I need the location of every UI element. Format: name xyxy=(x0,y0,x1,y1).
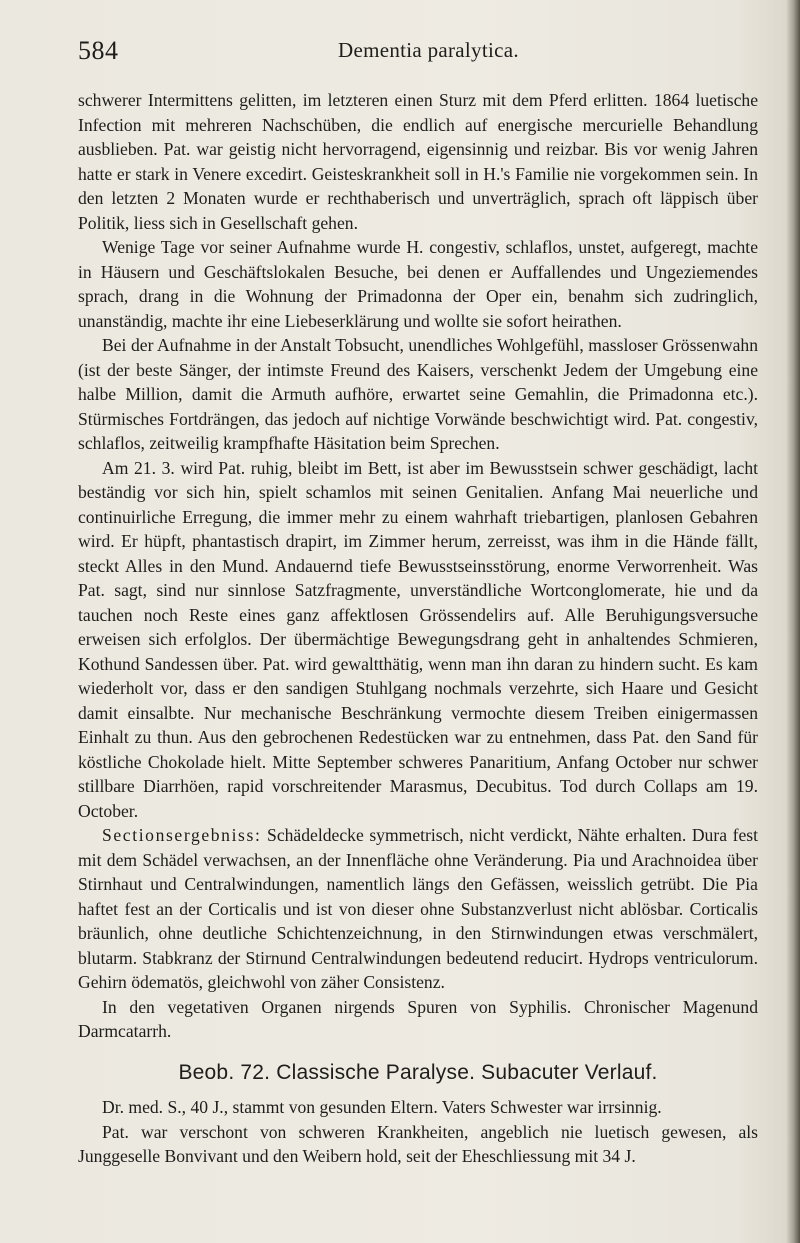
paragraph-final: In den vegetativen Organen nirgends Spuren von Syphilis. Chronischer Magenund Darmcatarrh. xyxy=(78,996,758,1041)
observation-paragraph-1: Dr. med. S., 40 J., stammt von gesunden Eltern. Vaters Schwester war irrsinnig. xyxy=(102,1097,662,1117)
paragraph-1: schwerer Intermittens gelitten, im letzteren einen Sturz mit dem Pferd erlitten. 1864 luetische Infection mit mehreren Nachschüben, die endlich auf energische mercurielle Behandlung ausblieben. Pat. war geistig nicht hervorragend, eigensinnig und reizbar. Bis vor wenig Jahren hatte er stark in Venere excedirt. Geisteskrankheit soll in H.'s Familie nie vorgekommen sein. In den letzten 2 Monaten wurde er rechthaberisch und unverträglich, sprach oft läppisch über Politik, liess sich in Gesellschaft gehen. xyxy=(78,90,758,233)
observation-heading: Beob. 72. Classische Paralyse. Subacuter Verlauf. xyxy=(178,1060,658,1084)
section-result-label: Sectionsergebniss: xyxy=(102,825,262,845)
page-edge-shadow xyxy=(786,0,800,1243)
page-header xyxy=(78,36,758,70)
running-title: Dementia paralytica. xyxy=(338,38,519,62)
section-result-text: Schädeldecke symmetrisch, nicht verdickt, Nähte erhalten. Dura fest mit dem Schädel verwachsen, an der Innenfläche ohne Veränderung. Pia und Arachnoidea über Stirnhaut und Centralwindungen, namentlich längs den Gefässen, weisslich getrübt. Die Pia haftet fest an der Corticalis und ist von dieser ohne Substanzverlust nicht ablösbar. Corticalis bräunlich, ohne deutliche Schichtenzeichnung, in den Stirnwindungen etwas verschmälert, blutarm. Stabkranz der Stirnund Centralwindungen bedeutend reducirt. Hydrops ventriculorum. Gehirn ödematös, gleichwohl von zäher Consistenz. xyxy=(78,825,758,992)
paragraph-section-result xyxy=(78,823,758,995)
paragraph-4: Am 21. 3. wird Pat. ruhig, bleibt im Bett, ist aber im Bewusstsein schwer geschädigt, lacht beständig vor sich hin, spielt schamlos mit seinen Genitalien. Anfang Mai neuerliche und continuirliche Erregung, die immer mehr zu einem wahrhaft triebartigen, planlosen Gebahren wird. Er hüpft, phantastisch drapirt, im Zimmer herum, zerreisst, was ihm in die Hände fällt, steckt Alles in den Mund. Andauernd tiefe Bewusstseinsstörung, enorme Verworrenheit. Was Pat. sagt, sind nur sinnlose Satzfragmente, unverständliche Wortconglomerate, hie und da tauchen noch Reste eines ganz affektlosen Grössendelirs auf. Alle Beruhigungsversuche erweisen sich erfolglos. Der übermächtige Bewegungsdrang geht in anhaltendes Schmieren, Kothund Sandessen über. Pat. wird gewaltthätig, wenn man ihn daran zu hindern sucht. Es kam wiederholt vor, dass er den sandigen Stuhlgang nochmals verzehrte, sich Haare und Gesicht damit einsalbte. Nur mechanische Beschränkung vermochte diesem Treiben einigermassen Einhalt zu thun. Aus den gebrochenen Redestücken war zu entnehmen, dass Pat. den Sand für köstliche Chokolade hielt. Mitte September schweres Panaritium, Anfang October nur schwer stillbare Diarrhöen, rapid vorschreitender Marasmus, Decubitus. Tod durch Collaps am 19. October. xyxy=(78,457,758,821)
page-number: 584 xyxy=(78,36,119,65)
paragraph-3: Bei der Aufnahme in der Anstalt Tobsucht, unendliches Wohlgefühl, massloser Grössenwahn (ist der beste Sänger, der intimste Freund des Kaisers, verschenkt Jedem der Umgebung eine halbe Million, damit die Armuth aufhöre, erwartet seine Gemahlin, die Primadonna etc.). Stürmisches Fortdrängen, das jedoch auf nichtige Vorwände beschwichtigt wird. Pat. congestiv, schlaflos, zeitweilig krampfhafte Häsitation beim Sprechen. xyxy=(78,335,758,453)
observation-paragraph-2: Pat. war verschont von schweren Krankheiten, angeblich nie luetisch gewesen, als Junggeselle Bonvivant und den Weibern hold, seit der Eheschliessung mit 34 J. xyxy=(78,1121,758,1166)
body-text xyxy=(78,88,758,1169)
paragraph-2: Wenige Tage vor seiner Aufnahme wurde H. congestiv, schlaflos, unstet, aufgeregt, machte in Häusern und Geschäftslokalen Besuche, bei denen er Auffallendes und Ungeziemendes sprach, drang in die Wohnung der Primadonna der Oper ein, benahm sich zudringlich, unanständig, machte ihr eine Liebeserklärung und wollte sie sofort heirathen. xyxy=(78,237,758,331)
